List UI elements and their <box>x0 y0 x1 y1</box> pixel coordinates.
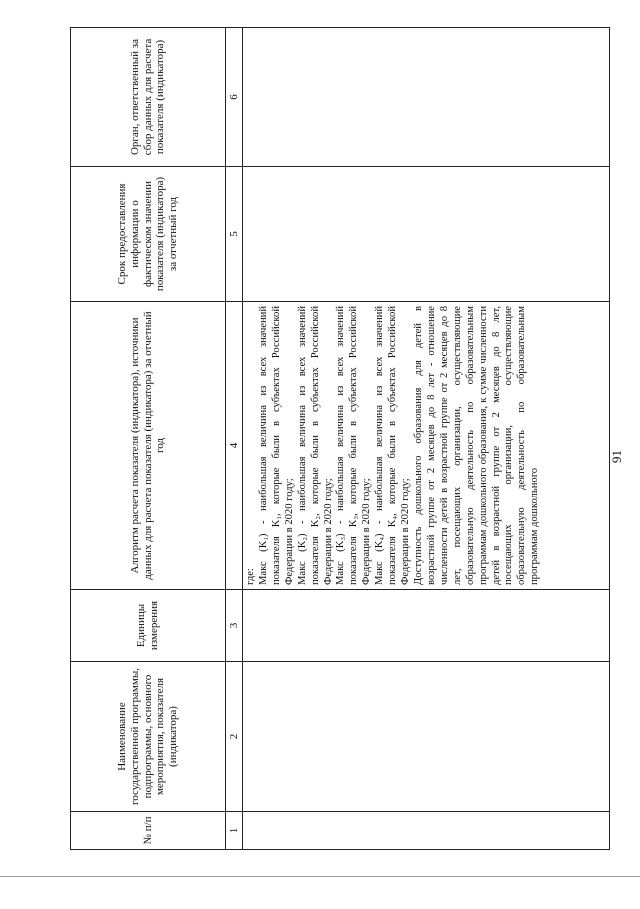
header-deadline: Срок предоставления информации о фактическом значении показателя (индикатора) за отчетный год <box>71 167 226 302</box>
algorithm-line: Макс (K₂) - наибольшая величина из всех значений показателя K₂, которые были в субъектах Российской Федерации в 2020 году; <box>296 306 334 585</box>
column-number: 1 <box>226 812 243 850</box>
header-responsible-body: Орган, ответственный за сбор данных для расчета показателя (индикатора) <box>71 28 226 167</box>
algorithm-line: Макс (K₁) - наибольшая величина из всех значений показателя K₁, которые были в субъектах Российской Федерации в 2020 году; <box>257 306 295 585</box>
header-program-name: Наименование государственной программы, подпрограммы, основного мероприятия, показателя (индикатора) <box>71 662 226 812</box>
column-number: 4 <box>226 302 243 590</box>
header-algorithm: Алгоритм расчета показателя (индикатора), источники данных для расчета показателя (индикатора) за отчетный год <box>71 302 226 590</box>
table-container <box>70 28 610 850</box>
header-number: № п/п <box>71 812 226 850</box>
cell-algorithm <box>243 302 610 590</box>
rotated-page <box>70 28 610 850</box>
algorithm-line: где: <box>245 568 256 585</box>
cell-deadline <box>243 167 610 302</box>
cell-program-name <box>243 662 610 812</box>
cell-responsible-body <box>243 28 610 167</box>
column-number: 3 <box>226 590 243 662</box>
indicator-table <box>70 27 610 850</box>
column-number: 5 <box>226 167 243 302</box>
column-number-row <box>226 28 243 850</box>
algorithm-line: Макс (K₄) - наибольшая величина из всех значений показателя K₄, которые были в субъектах Российской Федерации в 2020 году; <box>374 306 412 585</box>
table-row <box>243 28 610 850</box>
cell-number <box>243 812 610 850</box>
header-units: Единицы измерения <box>71 590 226 662</box>
column-number: 2 <box>226 662 243 812</box>
cell-units <box>243 590 610 662</box>
page-number: 91 <box>609 450 624 463</box>
bottom-rule <box>0 876 640 877</box>
header-row <box>71 28 226 850</box>
column-number: 6 <box>226 28 243 167</box>
algorithm-line: Макс (K₃) - наибольшая величина из всех значений показателя K₃, которые были в субъектах Российской Федерации в 2020 году; <box>335 306 373 585</box>
algorithm-line: Доступность дошкольного образования для детей в возрастной группе от 2 месяцев до 8 лет - отношение численности детей в возрастной группе от 2 месяцев до 8 лет, посещающих организации, осуществляющие образовательную деятельность по образовательным программам дошкольного образования, к сумме численности детей в возрастной группе от 2 месяцев до 8 лет, посещающих организации, осуществляющие образовательную деятельность по образовательным программам дошкольного <box>412 306 541 585</box>
